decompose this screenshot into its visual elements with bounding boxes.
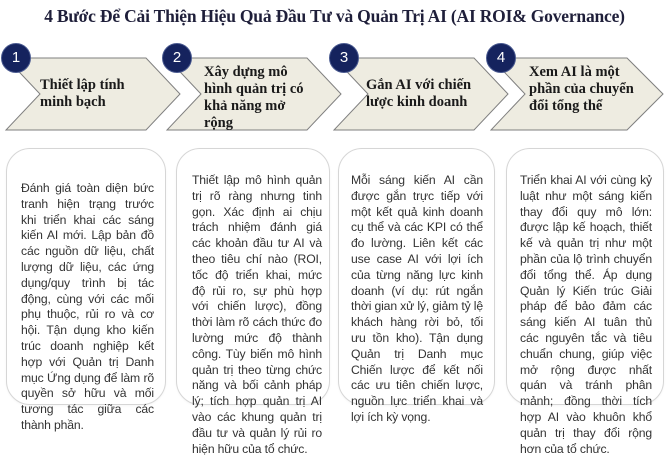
step-4-chevron xyxy=(491,58,666,130)
step-1-number-badge: 1 xyxy=(1,43,31,73)
step-2-description: Thiết lập mô hình quản trị rõ ràng nhưng tinh gọn. Xác định ai chịu trách nhiệm đánh giá các khoản đầu tư AI và theo tiêu chí nào (ROI, tốc độ triển khai, mức độ rủi ro, sự phù hợp với chiến lược), đồng thời làm rõ cách thức đo lường mức độ thành công. Tùy biến mô hình quản trị theo từng chức năng và bối cảnh pháp lý; tích hợp quản trị AI vào các khung quản trị đầu tư và quản lý rủi ro hiện hữu của tổ chức. xyxy=(192,173,322,456)
diagram-title: 4 Bước Để Cải Thiện Hiệu Quả Đầu Tư và Quản Trị AI (AI ROI& Governance) xyxy=(44,6,625,26)
step-3-description: Mỗi sáng kiến AI cần được gắn trực tiếp với một kết quả kinh doanh cụ thể và các KPI có thể đo lường. Liên kết các use case AI với lợi ích của từng năng lực kinh doanh (ví dụ: rút ngắn thời gian xử lý, giảm tỷ lệ khách hàng rời bỏ, tối ưu tồn kho). Tận dụng Quản trị Danh mục Chiến lược để kết nối các ưu tiên chiến lược, nguồn lực triển khai và lợi ích kỳ vọng. xyxy=(351,173,483,424)
step-4-card xyxy=(506,148,664,456)
step-1-heading: Thiết lập tính minh bạch xyxy=(40,77,125,110)
step-2-heading: Xây dựng mô hình quản trị có khả năng mở rộng xyxy=(204,64,304,131)
step-4-number-badge: 4 xyxy=(486,43,516,73)
step-2-number-badge: 2 xyxy=(162,43,192,73)
step-4-heading: Xem AI là một phần của chuyển đổi tổng thể xyxy=(529,64,634,114)
step-1-card xyxy=(6,148,166,432)
step-2-chevron xyxy=(167,58,342,130)
step-1-chevron xyxy=(6,58,181,130)
step-3-number-badge: 3 xyxy=(329,43,359,73)
step-3-card xyxy=(338,148,495,424)
step-3-heading: Gắn AI với chiến lược kinh doanh xyxy=(366,77,472,110)
step-1-description: Đánh giá toàn diện bức tranh hiện trạng trước khi triển khai các sáng kiến AI mới. Lập bản đồ các nguồn dữ liệu, chất lượng dữ liệu, các ứng dụng/quy trình bị tác động, cùng với các mối phụ thuộc, rủi ro và cơ hội. Tận dụng kho kiến trúc doanh nghiệp kết hợp với Quản trị Danh mục Ứng dụng để làm rõ quyền sở hữu và mối tương tác giữa các thành phần. xyxy=(21,181,154,432)
step-2-card xyxy=(176,148,330,456)
step-3-chevron xyxy=(334,58,509,130)
step-4-description: Triển khai AI với cùng kỷ luật như một sáng kiến thay đổi quy mô lớn: được lập kế hoạch, thiết kế và quản trị như một phần của lộ trình chuyển đổi tổng thể. Áp dụng Quản lý Kiến trúc Giải pháp để bảo đảm các sáng kiến AI tuân thủ các nguyên tắc và tiêu chuẩn chung, giúp việc mở rộng được nhất quán và tránh phân mảnh; đồng thời tích hợp AI vào khuôn khổ quản trị thay đổi rộng hơn của tổ chức. xyxy=(520,173,652,456)
